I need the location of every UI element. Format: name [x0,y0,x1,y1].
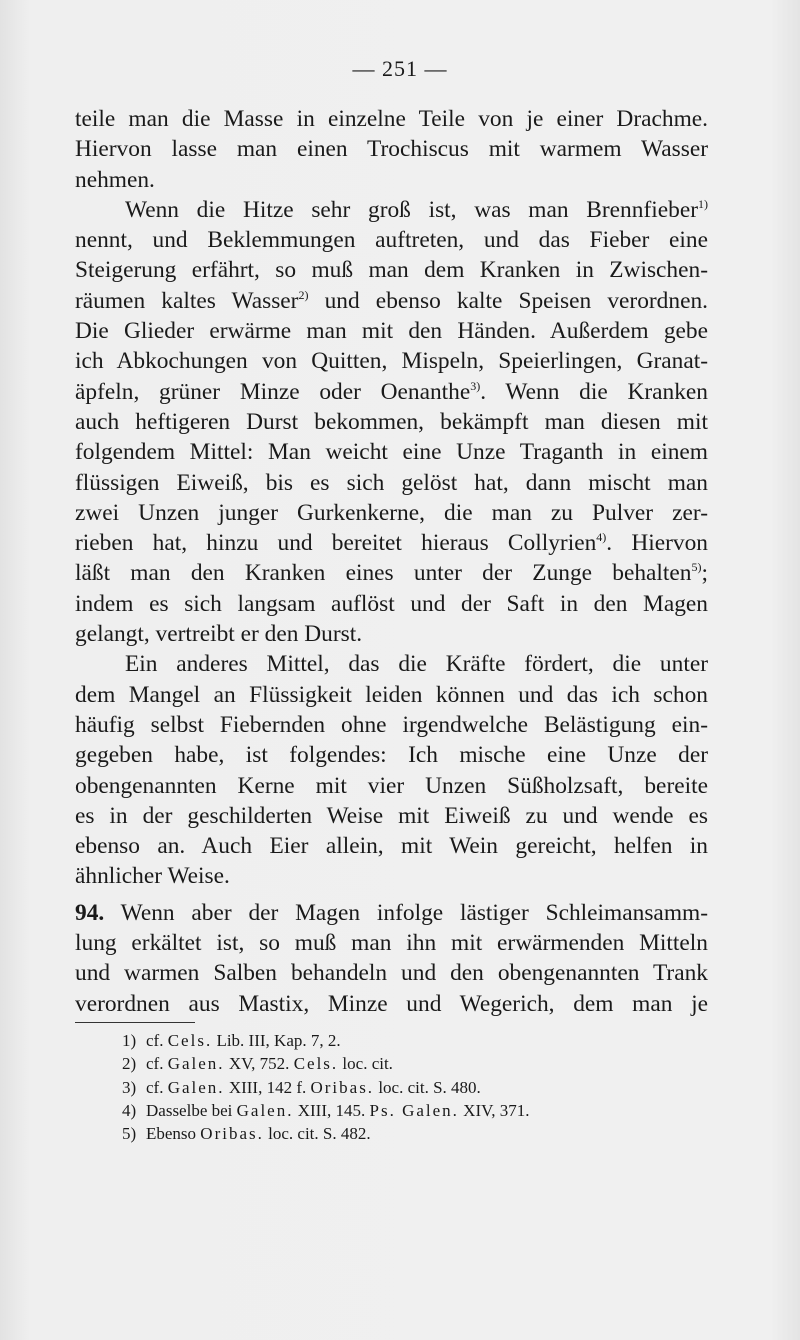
text-line: Hiervon lasse man einen Trochiscus mit warmem Wasser [75,136,708,163]
text-line: flüssigen Eiweiß, bis es sich gelöst hat, dann mischt man [75,469,708,496]
footnote: 2) cf. Galen. XV, 752. Cels. loc. cit. [122,1054,393,1074]
text-line: und warmen Salben behandeln und den obengenannten Trank [75,960,708,987]
footnote-ref: 3) [470,378,481,393]
text-line: läßt man den Kranken eines unter der Zunge behalten$^{5)}$; [75,560,708,587]
text-line: verordnen aus Mastix, Minze und Wegerich, dem man je [75,990,708,1017]
text-line: äpfeln, grüner Minze oder Oenanthe$^{3)}$. Wenn die Kranken [75,378,708,405]
footnote: 3) cf. Galen. XIII, 142 f. Oribas. loc. cit. S. 480. [122,1077,481,1097]
text-line: teile man die Masse in einzelne Teile von je einer Drachme. [75,106,708,132]
text-line: häufig selbst Fiebernden ohne irgendwelche Belästigung ein- [75,711,708,738]
text-line: obengenannten Kerne mit vier Unzen Süßholzsaft, bereite [75,772,708,799]
text-line: auch heftigeren Durst bekommen, bekämpft man diesen mit [75,408,708,435]
text-line: nennt, und Beklemmungen auftreten, und das Fieber eine [75,227,708,254]
text-line: dem Mangel an Flüssigkeit leiden können und das ich schon [75,681,708,708]
text-line: gelangt, vertreibt er den Durst. [75,621,363,648]
text-line: lung erkältet ist, so muß man ihn mit erwärmenden Mitteln [75,930,708,957]
footnote: 5) Ebenso Oribas. loc. cit. S. 482. [122,1124,371,1144]
body-text [75,104,708,1019]
text-line: folgendem Mittel: Man weicht eine Unze Traganth in einem [75,439,708,466]
section-number: 94. [75,899,105,926]
footnote-ref: 5) [691,560,702,575]
text-line: ähnlicher Weise. [75,863,230,890]
text-line: Ein anderes Mittel, das die Kräfte fördert, die unter [125,651,708,678]
text-line: 94. Wenn aber der Magen infolge lästiger Schleimansamm- [75,899,708,926]
text-line: ebenso an. Auch Eier allein, mit Wein gereicht, helfen in [75,833,708,860]
footnote-ref: 1) [698,197,708,212]
footnote-ref: 4) [596,530,607,545]
text-line: ich Abkochungen von Quitten, Mispeln, Speierlingen, Granat- [75,348,708,375]
footnote: 4) Dasselbe bei Galen. XIII, 145. Ps. Galen. XIV, 371. [122,1100,530,1120]
footnote-ref: 2) [298,287,309,302]
text-line: rieben hat, hinzu und bereitet hieraus Collyrien$^{4)}$. Hiervon [75,530,708,557]
page-number: — 251 — [352,56,448,81]
footnote-divider [75,1022,195,1023]
text-line: Die Glieder erwärme man mit den Händen. Außerdem gebe [75,318,708,345]
text-line: es in der geschilderten Weise mit Eiweiß zu und wende es [75,802,708,829]
text-line: räumen kaltes Wasser$^{2)}$ und ebenso kalte Speisen verordnen. [75,287,708,314]
text-line: Steigerung erfährt, so muß man dem Kranken in Zwischen- [75,257,708,284]
footnotes [122,1029,742,1145]
text-line: nehmen. [75,166,155,193]
text-line: zwei Unzen junger Gurkenkerne, die man zu Pulver zer- [75,499,708,526]
text-line: Wenn die Hitze sehr groß ist, was man Brennfieber$^{1)}$ [125,196,708,223]
text-line: indem es sich langsam auflöst und der Saft in den Magen [75,590,708,617]
text-line: gegeben habe, ist folgendes: Ich mische eine Unze der [75,742,708,769]
footnote: 1) cf. Cels. Lib. III, Kap. 7, 2. [122,1031,341,1050]
